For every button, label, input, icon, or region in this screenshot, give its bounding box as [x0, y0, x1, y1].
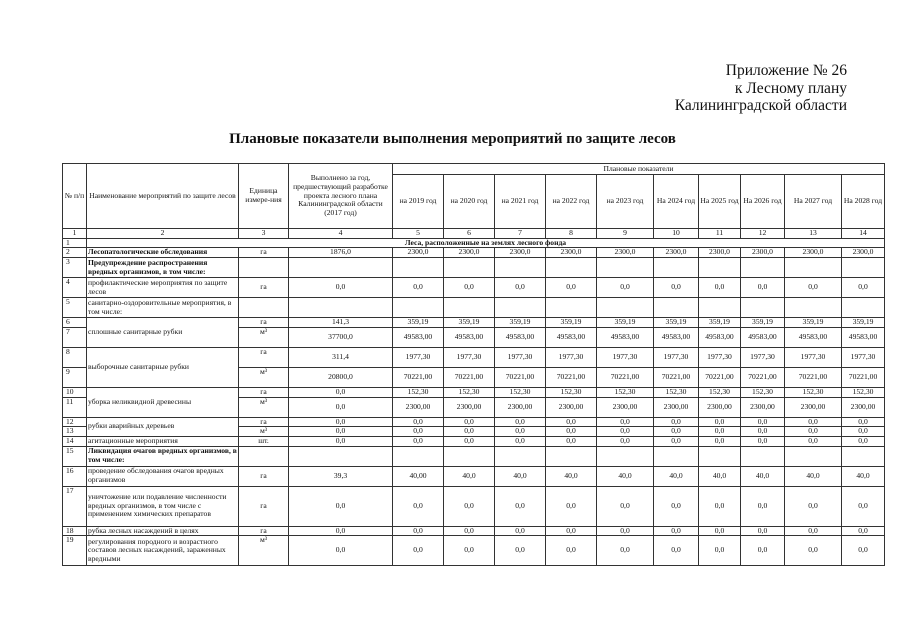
table-row: [63, 486, 885, 526]
row-value: 0,0: [842, 536, 885, 566]
section-row: [63, 238, 885, 248]
row-value: 1977,30: [842, 347, 885, 367]
row-number: 4: [63, 278, 87, 298]
appendix-line-2: к Лесному плану: [734, 79, 847, 97]
row-done: 39,3: [289, 466, 393, 486]
row-value: 0,0: [444, 417, 495, 427]
row-number: 8: [63, 347, 87, 367]
row-value: 0,0: [741, 278, 785, 298]
row-value: 0,0: [741, 486, 785, 526]
header-year: на 2022 год: [546, 175, 597, 229]
table-row: [63, 298, 885, 318]
row-value: 49583,00: [654, 327, 699, 347]
row-number: 18: [63, 526, 87, 536]
row-value: 0,0: [495, 486, 546, 526]
row-value: 359,19: [741, 318, 785, 328]
row-value: 2300,0: [495, 248, 546, 258]
row-done: 0,0: [289, 278, 393, 298]
row-value: 359,19: [495, 318, 546, 328]
row-value: 359,19: [842, 318, 885, 328]
row-name: рубка лесных насаждений в целях: [87, 526, 239, 536]
row-name: выборочные санитарные рубки: [87, 347, 239, 387]
column-index: 4: [289, 229, 393, 239]
row-unit: м³: [239, 427, 289, 437]
row-done: 37700,0: [289, 327, 393, 347]
row-done: 0,0: [289, 526, 393, 536]
row-value: 0,0: [785, 526, 842, 536]
row-value: 0,0: [495, 427, 546, 437]
row-value: 2300,0: [444, 248, 495, 258]
header-year: на 2020 год: [444, 175, 495, 229]
row-value: 0,0: [699, 427, 741, 437]
row-value: 152,30: [495, 387, 546, 397]
row-unit: га: [239, 486, 289, 526]
row-name: уничтожение или подавление численности вредных организмов, в том числе с применением химических препаратов: [87, 486, 239, 526]
row-name: Лесопатологические обследования: [87, 248, 239, 258]
row-value: 40,0: [741, 466, 785, 486]
table-row: [63, 417, 885, 427]
row-value: 359,19: [699, 318, 741, 328]
row-value: 0,0: [741, 436, 785, 446]
row-value: 0,0: [444, 526, 495, 536]
row-value: 0,0: [741, 536, 785, 566]
row-value: 1977,30: [495, 347, 546, 367]
row-value: 49583,00: [444, 327, 495, 347]
row-value: 70221,00: [597, 367, 654, 387]
row-value: 49583,00: [785, 327, 842, 347]
row-name: агитационные мероприятия: [87, 436, 239, 446]
row-number: 16: [63, 466, 87, 486]
row-value: 0,0: [842, 427, 885, 437]
row-value: 2300,00: [741, 397, 785, 417]
row-unit: га: [239, 526, 289, 536]
row-value: 359,19: [546, 318, 597, 328]
row-done: 0,0: [289, 536, 393, 566]
column-index: 8: [546, 229, 597, 239]
appendix-note: [675, 62, 847, 115]
column-index: 11: [699, 229, 741, 239]
row-value: 2300,00: [546, 397, 597, 417]
row-done: 0,0: [289, 417, 393, 427]
section-label: Леса, расположенные на землях лесного фонда: [87, 238, 885, 248]
row-value: 0,0: [444, 436, 495, 446]
row-value: 0,0: [444, 486, 495, 526]
row-name: проведение обследования очагов вредных организмов: [87, 466, 239, 486]
row-name: сплошные санитарные рубки: [87, 318, 239, 348]
row-value: 2300,0: [546, 248, 597, 258]
header-done: Выполнено за год, предшествующий разработке проекта лесного плана Калининградской области (2017 год): [289, 164, 393, 229]
row-value: 40,0: [654, 466, 699, 486]
row-value: 70221,00: [444, 367, 495, 387]
row-value: 40,0: [495, 466, 546, 486]
row-unit: га: [239, 318, 289, 328]
row-name: уборка неликвидной древесины: [87, 387, 239, 417]
header-year: на 2021 год: [495, 175, 546, 229]
row-value: 0,0: [444, 278, 495, 298]
row-value: 1977,30: [393, 347, 444, 367]
row-done: 141,3: [289, 318, 393, 328]
row-value: 2300,0: [785, 248, 842, 258]
row-number: 10: [63, 387, 87, 397]
row-value: 0,0: [842, 417, 885, 427]
row-name: рубки аварийных деревьев: [87, 417, 239, 436]
header-year: На 2027 год: [785, 175, 842, 229]
row-number: 7: [63, 327, 87, 347]
row-number: 14: [63, 436, 87, 446]
row-value: 0,0: [444, 427, 495, 437]
row-value: 0,0: [495, 278, 546, 298]
row-value: 0,0: [654, 436, 699, 446]
row-value: 0,0: [393, 427, 444, 437]
table-row: [63, 446, 885, 466]
row-value: 1977,30: [546, 347, 597, 367]
row-value: 152,30: [597, 387, 654, 397]
table-row: [63, 526, 885, 536]
table-row: [63, 248, 885, 258]
row-value: 0,0: [546, 436, 597, 446]
row-value: 49583,00: [393, 327, 444, 347]
row-done: 20800,0: [289, 367, 393, 387]
row-value: 0,0: [393, 526, 444, 536]
row-value: 0,0: [654, 526, 699, 536]
row-value: 1977,30: [785, 347, 842, 367]
table-row: [63, 436, 885, 446]
row-value: 0,0: [393, 436, 444, 446]
row-value: 2300,00: [654, 397, 699, 417]
row-number: 1: [63, 238, 87, 248]
table-row: [63, 536, 885, 566]
row-value: 2300,0: [741, 248, 785, 258]
row-value: 0,0: [785, 278, 842, 298]
row-value: 0,0: [546, 526, 597, 536]
row-done: 1876,0: [289, 248, 393, 258]
row-number: 3: [63, 258, 87, 278]
row-value: 152,30: [842, 387, 885, 397]
row-value: 0,0: [546, 417, 597, 427]
row-value: 0,0: [597, 436, 654, 446]
row-value: 40,0: [785, 466, 842, 486]
row-value: 0,0: [495, 436, 546, 446]
row-value: 2300,0: [842, 248, 885, 258]
column-index: 3: [239, 229, 289, 239]
row-value: 0,0: [741, 526, 785, 536]
row-value: 49583,00: [741, 327, 785, 347]
row-value: 152,30: [546, 387, 597, 397]
row-value: 0,0: [444, 536, 495, 566]
row-value: 152,30: [741, 387, 785, 397]
row-name: Предупреждение распространения вредных организмов, в том числе:: [87, 258, 239, 278]
row-value: 2300,00: [444, 397, 495, 417]
row-value: 359,19: [393, 318, 444, 328]
row-done: 0,0: [289, 486, 393, 526]
row-value: 2300,0: [393, 248, 444, 258]
forest-protection-table: [62, 163, 885, 566]
row-unit: га: [239, 387, 289, 397]
row-value: 40,00: [393, 466, 444, 486]
header-name: Наименование мероприятий по защите лесов: [87, 164, 239, 229]
row-value: 0,0: [546, 278, 597, 298]
row-value: 49583,00: [597, 327, 654, 347]
row-value: 40,0: [444, 466, 495, 486]
row-number: 5: [63, 298, 87, 318]
row-value: 49583,00: [699, 327, 741, 347]
row-value: 40,0: [699, 466, 741, 486]
row-value: 0,0: [699, 436, 741, 446]
row-value: 0,0: [597, 278, 654, 298]
column-index: 10: [654, 229, 699, 239]
column-index: 1: [63, 229, 87, 239]
row-value: 0,0: [699, 526, 741, 536]
row-number: 19: [63, 536, 87, 566]
header-row-top: [63, 164, 885, 175]
table-row: [63, 258, 885, 278]
row-value: 70221,00: [842, 367, 885, 387]
header-plan: Плановые показатели: [393, 164, 885, 175]
header-year: На 2028 год: [842, 175, 885, 229]
row-number: 15: [63, 446, 87, 466]
row-value: 70221,00: [699, 367, 741, 387]
header-year: На 2025 год: [699, 175, 741, 229]
column-index: 13: [785, 229, 842, 239]
row-value: 0,0: [699, 417, 741, 427]
row-number: 6: [63, 318, 87, 328]
row-value: 70221,00: [654, 367, 699, 387]
row-value: 0,0: [495, 417, 546, 427]
row-value: 0,0: [495, 526, 546, 536]
row-value: 0,0: [785, 436, 842, 446]
row-value: 0,0: [699, 536, 741, 566]
row-value: 2300,00: [699, 397, 741, 417]
row-number: 12: [63, 417, 87, 427]
header-num: № п/п: [63, 164, 87, 229]
row-value: 0,0: [546, 427, 597, 437]
column-index: 9: [597, 229, 654, 239]
row-value: 2300,00: [393, 397, 444, 417]
column-index: 2: [87, 229, 239, 239]
row-value: 0,0: [785, 417, 842, 427]
row-number: 2: [63, 248, 87, 258]
column-index: 6: [444, 229, 495, 239]
row-value: 70221,00: [495, 367, 546, 387]
row-name: Ликвидация очагов вредных организмов, в том числе:: [88, 446, 237, 465]
row-value: 0,0: [842, 436, 885, 446]
appendix-line-1: Приложение № 26: [725, 62, 847, 79]
table-row: [63, 387, 885, 397]
row-value: 0,0: [741, 427, 785, 437]
row-value: 0,0: [785, 427, 842, 437]
row-name: санитарно-оздоровительные мероприятия, в том числе:: [87, 298, 239, 318]
row-value: 70221,00: [393, 367, 444, 387]
row-value: 2300,0: [654, 248, 699, 258]
row-value: 1977,30: [699, 347, 741, 367]
row-value: 0,0: [597, 526, 654, 536]
table-row: [63, 347, 885, 367]
row-value: 40,0: [546, 466, 597, 486]
header-year: На 2026 год: [741, 175, 785, 229]
row-unit: м³: [239, 327, 289, 347]
row-unit: га: [239, 347, 289, 367]
row-value: 1977,30: [444, 347, 495, 367]
row-value: 0,0: [699, 486, 741, 526]
row-number: 9: [63, 367, 87, 387]
column-index: 12: [741, 229, 785, 239]
row-value: 0,0: [546, 536, 597, 566]
row-number: 11: [63, 397, 87, 417]
row-unit: га: [239, 248, 289, 258]
row-value: 0,0: [654, 486, 699, 526]
row-value: 152,30: [393, 387, 444, 397]
row-value: 359,19: [654, 318, 699, 328]
row-value: 49583,00: [495, 327, 546, 347]
row-done: 0,0: [289, 427, 393, 437]
table-row: [63, 278, 885, 298]
row-value: 0,0: [597, 417, 654, 427]
header-unit: Единица измере-ния: [239, 164, 289, 229]
column-index: 7: [495, 229, 546, 239]
row-value: 2300,0: [699, 248, 741, 258]
row-done: 0,0: [289, 397, 393, 417]
row-value: 1977,30: [741, 347, 785, 367]
row-unit: га: [239, 466, 289, 486]
row-value: 0,0: [393, 417, 444, 427]
row-value: 0,0: [597, 536, 654, 566]
header-year: на 2019 год: [393, 175, 444, 229]
row-value: 40,0: [597, 466, 654, 486]
row-value: 0,0: [393, 278, 444, 298]
row-done: 0,0: [289, 387, 393, 397]
row-value: 0,0: [393, 536, 444, 566]
row-unit: м³: [239, 397, 289, 417]
row-value: 2300,0: [597, 248, 654, 258]
row-unit: м³: [239, 367, 289, 387]
row-value: 0,0: [785, 486, 842, 526]
row-value: 0,0: [393, 486, 444, 526]
column-index-row: [63, 229, 885, 239]
row-value: 0,0: [546, 486, 597, 526]
row-value: 0,0: [654, 427, 699, 437]
row-value: 70221,00: [741, 367, 785, 387]
row-value: 70221,00: [546, 367, 597, 387]
column-index: 14: [842, 229, 885, 239]
row-value: 0,0: [842, 526, 885, 536]
row-value: 152,30: [785, 387, 842, 397]
row-value: 49583,00: [546, 327, 597, 347]
header-year: На 2024 год: [654, 175, 699, 229]
row-value: 2300,00: [785, 397, 842, 417]
row-value: 0,0: [699, 278, 741, 298]
row-unit: м³: [239, 536, 289, 566]
row-value: 0,0: [741, 417, 785, 427]
row-done: 0,0: [289, 436, 393, 446]
row-value: 49583,00: [842, 327, 885, 347]
row-value: 1977,30: [654, 347, 699, 367]
document-title: Плановые показатели выполнения мероприятий по защите лесов: [229, 131, 676, 147]
row-value: 0,0: [597, 427, 654, 437]
row-unit: га: [239, 417, 289, 427]
row-done: 311,4: [289, 347, 393, 367]
row-value: 152,30: [699, 387, 741, 397]
row-value: 359,19: [444, 318, 495, 328]
row-value: 70221,00: [785, 367, 842, 387]
row-value: 0,0: [654, 536, 699, 566]
row-value: 2300,00: [495, 397, 546, 417]
row-name: регулирования породного и возрастного составов лесных насаждений, зараженных вредными: [87, 536, 239, 566]
row-value: 40,0: [842, 466, 885, 486]
appendix-line-3: Калининградской области: [674, 97, 847, 114]
header-year: на 2023 год: [597, 175, 654, 229]
row-value: 0,0: [597, 486, 654, 526]
row-value: 2300,00: [842, 397, 885, 417]
row-value: 152,30: [444, 387, 495, 397]
row-value: 2300,00: [597, 397, 654, 417]
row-number: 13: [63, 427, 87, 437]
row-value: 152,30: [654, 387, 699, 397]
row-value: 0,0: [842, 486, 885, 526]
row-value: 0,0: [785, 536, 842, 566]
column-index: 5: [393, 229, 444, 239]
row-value: 0,0: [842, 278, 885, 298]
row-value: 359,19: [785, 318, 842, 328]
row-value: 0,0: [654, 417, 699, 427]
row-value: 1977,30: [597, 347, 654, 367]
row-number: 17: [63, 486, 87, 526]
table-row: [63, 318, 885, 328]
row-name: профилактические мероприятия по защите лесов: [87, 278, 239, 298]
row-value: 0,0: [495, 536, 546, 566]
row-unit: га: [239, 278, 289, 298]
table-row: [63, 466, 885, 486]
row-value: 359,19: [597, 318, 654, 328]
row-value: 0,0: [654, 278, 699, 298]
row-unit: шт.: [239, 436, 289, 446]
